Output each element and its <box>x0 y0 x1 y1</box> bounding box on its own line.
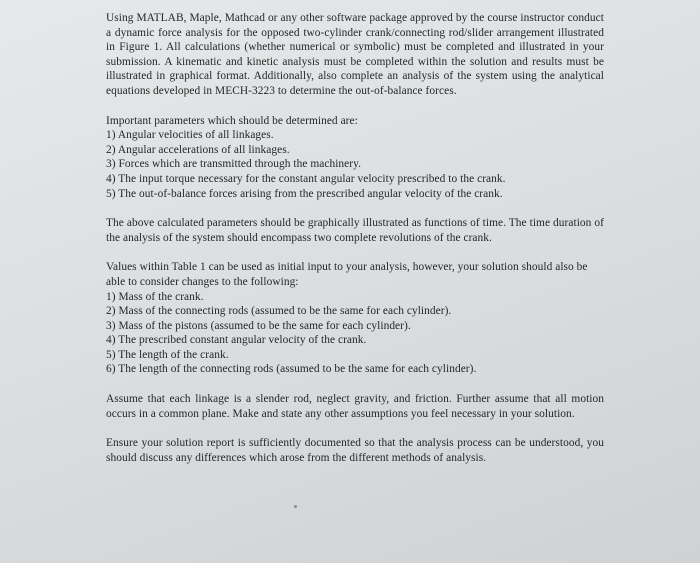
parameters-intro: Important parameters which should be determined are: <box>106 114 358 127</box>
parameters-section <box>106 114 604 202</box>
parameters-list-item: 4) The input torque necessary for the constant angular velocity prescribed to the crank. <box>106 172 506 185</box>
assumptions-paragraph: Assume that each linkage is a slender rod, neglect gravity, and friction. Further assume that all motion occurs in a common plane. Make and state any other assumptions you feel necessary in your solution. <box>106 393 604 420</box>
parameters-list-item: 1) Angular velocities of all linkages. <box>106 129 274 142</box>
document-body <box>106 11 604 480</box>
values-intro: Values within Table 1 can be used as initial input to your analysis, however, your solution should also be able to consider changes to the following: <box>106 261 588 288</box>
values-list-item: 6) The length of the connecting rods (assumed to be the same for each cylinder). <box>106 363 477 376</box>
parameters-list-item: 3) Forces which are transmitted through the machinery. <box>106 158 362 171</box>
intro-paragraph: Using MATLAB, Maple, Mathcad or any other software package approved by the course instructor conduct a dynamic force analysis for the opposed two-cylinder crank/connecting rod/slider arrangement illustrated in Figure 1. All calculations (whether numerical or symbolic) must be completed and illustrated in your submission. A kinematic and kinetic analysis must be completed within the solution and results must be illustrated in graphical format. Additionally, also complete an analysis of the system using the analytical equations developed in MECH-3223 to determine the out-of-balance forces. <box>106 12 604 97</box>
graphing-paragraph: The above calculated parameters should be graphically illustrated as functions of time. The time duration of the analysis of the system should encompass two complete revolutions of the crank. <box>106 217 604 244</box>
values-list-item: 5) The length of the crank. <box>106 348 229 361</box>
values-list-item: 1) Mass of the crank. <box>106 290 204 303</box>
documentation-paragraph: Ensure your solution report is sufficiently documented so that the analysis process can be understood, you should discuss any differences which arose from the different methods of analysis. <box>106 437 604 464</box>
parameters-list-item: 2) Angular accelerations of all linkages. <box>106 143 290 156</box>
values-list-item: 4) The prescribed constant angular velocity of the crank. <box>106 334 367 347</box>
parameters-list-item: 5) The out-of-balance forces arising from the prescribed angular velocity of the crank. <box>106 187 503 200</box>
values-list-item: 3) Mass of the pistons (assumed to be the same for each cylinder). <box>106 319 411 332</box>
parameters-list <box>106 128 604 201</box>
paper-speck <box>294 505 297 508</box>
values-section <box>106 260 604 377</box>
values-list-item: 2) Mass of the connecting rods (assumed to be the same for each cylinder). <box>106 305 452 318</box>
values-list <box>106 290 604 378</box>
